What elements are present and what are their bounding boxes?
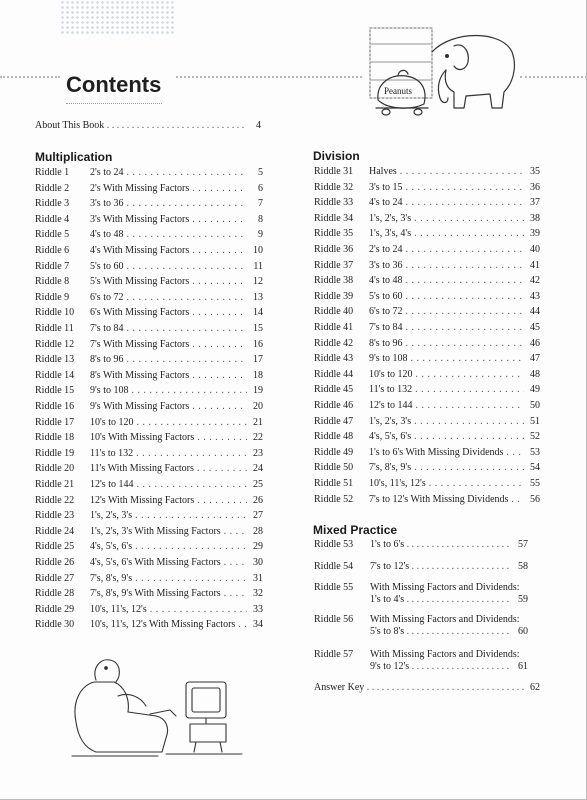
riddle-title: 2's With Missing Factors . . . [90, 183, 247, 195]
riddle-title: 3's to 36 . . . [90, 198, 247, 210]
riddle-number: Riddle 17 [35, 416, 75, 428]
riddle-number: Riddle 2 [35, 182, 70, 194]
division-row[interactable] [314, 197, 540, 209]
riddle-title: 1's, 2's, 3's . . . [369, 213, 524, 225]
multiplication-row[interactable] [35, 323, 263, 335]
riddle-title: 3's to 15 . . . [369, 182, 524, 194]
tv-watcher-icon [66, 652, 246, 762]
mixed-practice-heading: Mixed Practice [313, 523, 398, 537]
riddle-title: 10's, 11's, 12's . . . [90, 604, 247, 616]
riddle-page: 50 [530, 400, 540, 411]
multiplication-row[interactable] [35, 198, 263, 210]
division-row[interactable] [314, 353, 540, 365]
multiplication-row[interactable] [35, 417, 263, 429]
riddle-subtitle: With Missing Factors and Dividends: [370, 649, 520, 660]
riddle-number: Riddle 38 [314, 275, 354, 287]
riddle-title: 11's to 132 . . . [90, 448, 247, 460]
riddle-page: 58 [518, 561, 528, 572]
top-dotted-rule-right [520, 76, 587, 78]
riddle-number: Riddle 16 [35, 401, 75, 412]
riddle-title: 10's to 120 . . . [90, 417, 247, 429]
riddle-title: 3's to 36 . . . [369, 260, 524, 272]
division-heading: Division [313, 149, 360, 163]
riddle-page: 23 [253, 447, 263, 459]
riddle-number: Riddle 1 [35, 167, 70, 178]
riddle-page: 38 [530, 212, 540, 224]
riddle-number: Riddle 50 [314, 462, 354, 474]
riddle-page: 12 [253, 276, 263, 288]
riddle-number: Riddle 40 [314, 306, 354, 318]
riddle-title: 1's to 4's . . . [370, 594, 512, 606]
riddle-leader-line [370, 539, 528, 551]
riddle-page: 43 [530, 290, 540, 302]
riddle-number: Riddle 31 [314, 166, 354, 177]
riddle-number: Riddle 20 [35, 463, 75, 475]
division-row[interactable] [314, 275, 540, 287]
multiplication-row[interactable] [35, 292, 263, 304]
riddle-title: 7's to 84 . . . [369, 322, 524, 334]
riddle-title: 1's to 6's With Missing Dividends . . . [369, 447, 524, 459]
riddle-number: Riddle 53 [314, 539, 354, 550]
riddle-title: 9's With Missing Factors . . . [90, 401, 247, 413]
division-row[interactable] [314, 416, 540, 428]
multiplication-row[interactable] [35, 339, 263, 351]
answer-key-entry[interactable] [314, 682, 540, 693]
riddle-page: 14 [253, 307, 263, 319]
riddle-number: Riddle 25 [35, 541, 75, 553]
riddle-title: 5's to 60 . . . [369, 291, 524, 303]
riddle-page: 19 [253, 385, 263, 397]
multiplication-row[interactable] [35, 479, 263, 491]
riddle-page: 37 [530, 197, 540, 209]
riddle-title: 4's to 48 . . . [369, 275, 524, 287]
riddle-number: Riddle 5 [35, 229, 70, 241]
riddle-page: 54 [530, 462, 540, 474]
riddle-page: 36 [530, 181, 540, 193]
riddle-page: 32 [253, 588, 263, 600]
division-row[interactable] [314, 291, 540, 303]
riddle-page: 17 [253, 354, 263, 366]
riddle-page: 13 [253, 291, 263, 303]
riddle-number: Riddle 28 [35, 588, 75, 600]
riddle-title: 7's, 8's, 9's With Missing Factors . . . [90, 588, 247, 600]
riddle-number: Riddle 10 [35, 307, 75, 319]
riddle-page: 49 [530, 384, 540, 396]
riddle-title: 4's to 24 . . . [369, 197, 524, 209]
riddle-number: Riddle 30 [35, 619, 75, 631]
halftone-decoration [60, 0, 175, 34]
riddle-page: 22 [253, 432, 263, 444]
riddle-number: Riddle 35 [314, 228, 354, 240]
riddle-page: 25 [253, 479, 263, 490]
division-row[interactable] [314, 494, 540, 506]
multiplication-row[interactable] [35, 573, 263, 585]
riddle-page: 52 [530, 431, 540, 443]
riddle-number: Riddle 42 [314, 337, 354, 349]
riddle-number: Riddle 52 [314, 493, 354, 505]
division-row[interactable] [314, 462, 540, 474]
sack-label: Peanuts [384, 86, 412, 96]
riddle-subtitle: With Missing Factors and Dividends: [370, 614, 520, 625]
riddle-page: 9 [258, 229, 263, 241]
riddle-title: 12's With Missing Factors . . . [90, 495, 247, 507]
riddle-title: 7's to 12's . . . [370, 561, 512, 573]
riddle-number: Riddle 11 [35, 323, 74, 334]
multiplication-row[interactable] [35, 183, 263, 195]
riddle-title: 12's to 144 . . . [369, 400, 524, 412]
riddle-page: 35 [530, 166, 540, 177]
multiplication-row[interactable] [35, 245, 263, 257]
riddle-page: 47 [530, 353, 540, 365]
riddle-title: 3's With Missing Factors . . . [90, 214, 247, 226]
riddle-title: 2's to 24 . . . [369, 244, 524, 256]
riddle-number: Riddle 27 [35, 572, 75, 584]
riddle-page: 34 [253, 619, 263, 631]
riddle-number: Riddle 34 [314, 212, 354, 224]
division-row[interactable] [314, 369, 540, 381]
riddle-number: Riddle 32 [314, 181, 354, 193]
title-underline [66, 103, 162, 104]
division-row[interactable] [314, 166, 540, 178]
riddle-page: 30 [253, 557, 263, 568]
riddle-number: Riddle 43 [314, 353, 354, 365]
riddle-title: 12's to 144 . . . [90, 479, 247, 491]
riddle-page: 18 [253, 369, 263, 381]
top-dotted-rule-left [0, 76, 60, 78]
riddle-page: 26 [253, 494, 263, 506]
riddle-page: 41 [530, 259, 540, 271]
riddle-page: 8 [258, 213, 263, 225]
riddle-page: 24 [253, 463, 263, 475]
riddle-title: 11's With Missing Factors . . . [90, 463, 247, 475]
division-row[interactable] [314, 431, 540, 443]
multiplication-row[interactable] [35, 541, 263, 553]
multiplication-row[interactable] [35, 463, 263, 475]
mixed-practice-row[interactable] [314, 582, 540, 608]
riddle-subtitle: With Missing Factors and Dividends: [370, 582, 520, 593]
riddle-number: Riddle 7 [35, 260, 70, 272]
page-title: Contents [66, 72, 162, 97]
riddle-title: 6's to 72 . . . [369, 306, 524, 318]
riddle-page: 55 [530, 478, 540, 489]
riddle-number: Riddle 9 [35, 291, 70, 303]
mixed-practice-row[interactable] [314, 614, 540, 640]
riddle-number: Riddle 37 [314, 259, 354, 271]
riddle-title: 10's, 11's, 12's . . . [369, 478, 524, 490]
riddle-leader-line [370, 626, 528, 638]
riddle-number: Riddle 21 [35, 479, 75, 490]
top-dotted-rule-mid [176, 76, 362, 78]
riddle-number: Riddle 46 [314, 400, 354, 411]
division-row[interactable] [314, 447, 540, 459]
riddle-page: 39 [530, 228, 540, 240]
riddle-title: 7's, 8's, 9's . . . [90, 573, 247, 585]
riddle-number: Riddle 51 [314, 478, 354, 489]
riddle-page: 10 [253, 245, 263, 256]
mixed-practice-row[interactable] [314, 649, 540, 675]
multiplication-row[interactable] [35, 229, 263, 241]
riddle-title: 7's, 8's, 9's . . . [369, 462, 524, 474]
riddle-number: Riddle 57 [314, 649, 354, 660]
multiplication-row[interactable] [35, 401, 263, 413]
about-page: 4 [256, 120, 261, 131]
riddle-leader-line [370, 594, 528, 606]
division-row[interactable] [314, 400, 540, 412]
riddle-title: 1's, 2's, 3's . . . [90, 510, 247, 522]
riddle-title: 1's to 6's . . . [370, 539, 512, 551]
riddle-number: Riddle 55 [314, 582, 354, 593]
riddle-title: 8's to 96 . . . [369, 338, 524, 350]
division-row[interactable] [314, 228, 540, 240]
riddle-title: 5's With Missing Factors . . . [90, 276, 247, 288]
riddle-number: Riddle 33 [314, 197, 354, 209]
riddle-page: 46 [530, 337, 540, 349]
riddle-number: Riddle 13 [35, 354, 75, 366]
riddle-number: Riddle 26 [35, 557, 75, 568]
riddle-title: 4's, 5's, 6's With Missing Factors . . . [90, 557, 247, 569]
division-row[interactable] [314, 213, 540, 225]
riddle-number: Riddle 18 [35, 432, 75, 444]
multiplication-row[interactable] [35, 307, 263, 319]
multiplication-row[interactable] [35, 448, 263, 460]
division-row[interactable] [314, 182, 540, 194]
riddle-title: 11's to 132 . . . [369, 384, 524, 396]
riddle-number: Riddle 36 [314, 244, 354, 255]
multiplication-row[interactable] [35, 510, 263, 522]
riddle-number: Riddle 14 [35, 369, 75, 381]
riddle-title: 4's to 48 . . . [90, 229, 247, 241]
division-row[interactable] [314, 306, 540, 318]
multiplication-row[interactable] [35, 432, 263, 444]
riddle-page: 33 [253, 603, 263, 615]
riddle-number: Riddle 22 [35, 494, 75, 506]
riddle-page: 28 [253, 525, 263, 537]
riddle-leader-line [370, 561, 528, 573]
riddle-number: Riddle 6 [35, 245, 70, 256]
riddle-number: Riddle 39 [314, 290, 354, 302]
riddle-title: 2's to 24 . . . [90, 167, 247, 179]
riddle-page: 27 [253, 510, 263, 522]
riddle-number: Riddle 4 [35, 213, 70, 225]
riddle-number: Riddle 23 [35, 510, 75, 522]
multiplication-row[interactable] [35, 167, 263, 179]
multiplication-row[interactable] [35, 261, 263, 273]
riddle-title: 4's, 5's, 6's . . . [369, 431, 524, 443]
riddle-title: 6's With Missing Factors . . . [90, 307, 247, 319]
riddle-title: 6's to 72 . . . [90, 292, 247, 304]
riddle-page: 6 [258, 182, 263, 194]
riddle-title: 8's With Missing Factors . . . [90, 370, 247, 382]
riddle-title: 9's to 12's . . . [370, 661, 512, 673]
riddle-title: 7's With Missing Factors . . . [90, 339, 247, 351]
multiplication-row[interactable] [35, 557, 263, 569]
riddle-number: Riddle 48 [314, 431, 354, 443]
riddle-page: 53 [530, 446, 540, 458]
division-row[interactable] [314, 322, 540, 334]
multiplication-row[interactable] [35, 619, 263, 631]
riddle-page: 5 [258, 167, 263, 178]
riddle-title: 4's With Missing Factors . . . [90, 245, 247, 257]
multiplication-row[interactable] [35, 495, 263, 507]
riddle-page: 20 [253, 401, 263, 412]
riddle-number: Riddle 19 [35, 447, 75, 459]
elephant-icon [362, 22, 522, 122]
riddle-page: 40 [530, 244, 540, 255]
riddle-title: 4's, 5's, 6's . . . [90, 541, 247, 553]
multiplication-heading: Multiplication [35, 150, 113, 164]
riddle-number: Riddle 49 [314, 446, 354, 458]
division-row[interactable] [314, 260, 540, 272]
riddle-number: Riddle 56 [314, 614, 354, 625]
riddle-page: 59 [518, 594, 528, 605]
riddle-number: Riddle 45 [314, 384, 354, 396]
riddle-page: 44 [530, 306, 540, 318]
riddle-page: 31 [253, 572, 263, 584]
multiplication-row[interactable] [35, 385, 263, 397]
riddle-title: 10's With Missing Factors . . . [90, 432, 247, 444]
riddle-title: 5's to 60 . . . [90, 261, 247, 273]
multiplication-row[interactable] [35, 588, 263, 600]
riddle-page: 11 [253, 260, 263, 272]
riddle-title: 10's, 11's, 12's With Missing Factors . . . [90, 619, 247, 631]
riddle-leader-line [370, 661, 528, 673]
riddle-title: 7's to 12's With Missing Dividends . . . [369, 494, 524, 506]
riddle-title: 10's to 120 . . . [369, 369, 524, 381]
riddle-title: 5's to 8's . . . [370, 626, 512, 638]
multiplication-row[interactable] [35, 370, 263, 382]
riddle-page: 29 [253, 541, 263, 553]
division-row[interactable] [314, 244, 540, 256]
riddle-page: 56 [530, 493, 540, 505]
division-row[interactable] [314, 338, 540, 350]
riddle-number: Riddle 44 [314, 368, 354, 380]
riddle-page: 48 [530, 368, 540, 380]
riddle-page: 42 [530, 275, 540, 287]
riddle-page: 61 [518, 661, 528, 672]
riddle-number: Riddle 8 [35, 276, 70, 288]
riddle-number: Riddle 12 [35, 338, 75, 350]
riddle-title: 8's to 96 . . . [90, 354, 247, 366]
riddle-page: 16 [253, 338, 263, 350]
multiplication-row[interactable] [35, 526, 263, 538]
division-row[interactable] [314, 478, 540, 490]
answer-key-page: 62 [530, 682, 540, 693]
riddle-number: Riddle 15 [35, 385, 75, 397]
riddle-title: 1's, 2's, 3's . . . [369, 416, 524, 428]
multiplication-row[interactable] [35, 354, 263, 366]
riddle-number: Riddle 47 [314, 415, 354, 427]
riddle-title: Halves . . . [369, 166, 524, 178]
riddle-page: 60 [518, 626, 528, 637]
riddle-title: 9's to 108 . . . [369, 353, 524, 365]
riddle-title: 7's to 84 . . . [90, 323, 247, 335]
answer-key-label: Answer Key . . . [314, 682, 524, 693]
riddle-page: 51 [530, 415, 540, 427]
riddle-number: Riddle 24 [35, 525, 75, 537]
riddle-title: 9's to 108 . . . [90, 385, 247, 397]
multiplication-row[interactable] [35, 276, 263, 288]
riddle-title: 1's, 3's, 4's . . . [369, 228, 524, 240]
multiplication-row[interactable] [35, 604, 263, 616]
division-row[interactable] [314, 384, 540, 396]
about-this-book-entry[interactable] [35, 120, 261, 131]
riddle-page: 15 [253, 323, 263, 334]
riddle-page: 21 [253, 416, 263, 428]
riddle-number: Riddle 54 [314, 561, 354, 572]
about-label: About This Book . . . [35, 120, 245, 131]
multiplication-row[interactable] [35, 214, 263, 226]
riddle-page: 57 [518, 539, 528, 550]
riddle-number: Riddle 29 [35, 603, 75, 615]
riddle-title: 1's, 2's, 3's With Missing Factors . . . [90, 526, 247, 538]
riddle-number: Riddle 41 [314, 322, 354, 333]
riddle-number: Riddle 3 [35, 198, 70, 210]
riddle-page: 45 [530, 322, 540, 333]
riddle-page: 7 [258, 198, 263, 210]
